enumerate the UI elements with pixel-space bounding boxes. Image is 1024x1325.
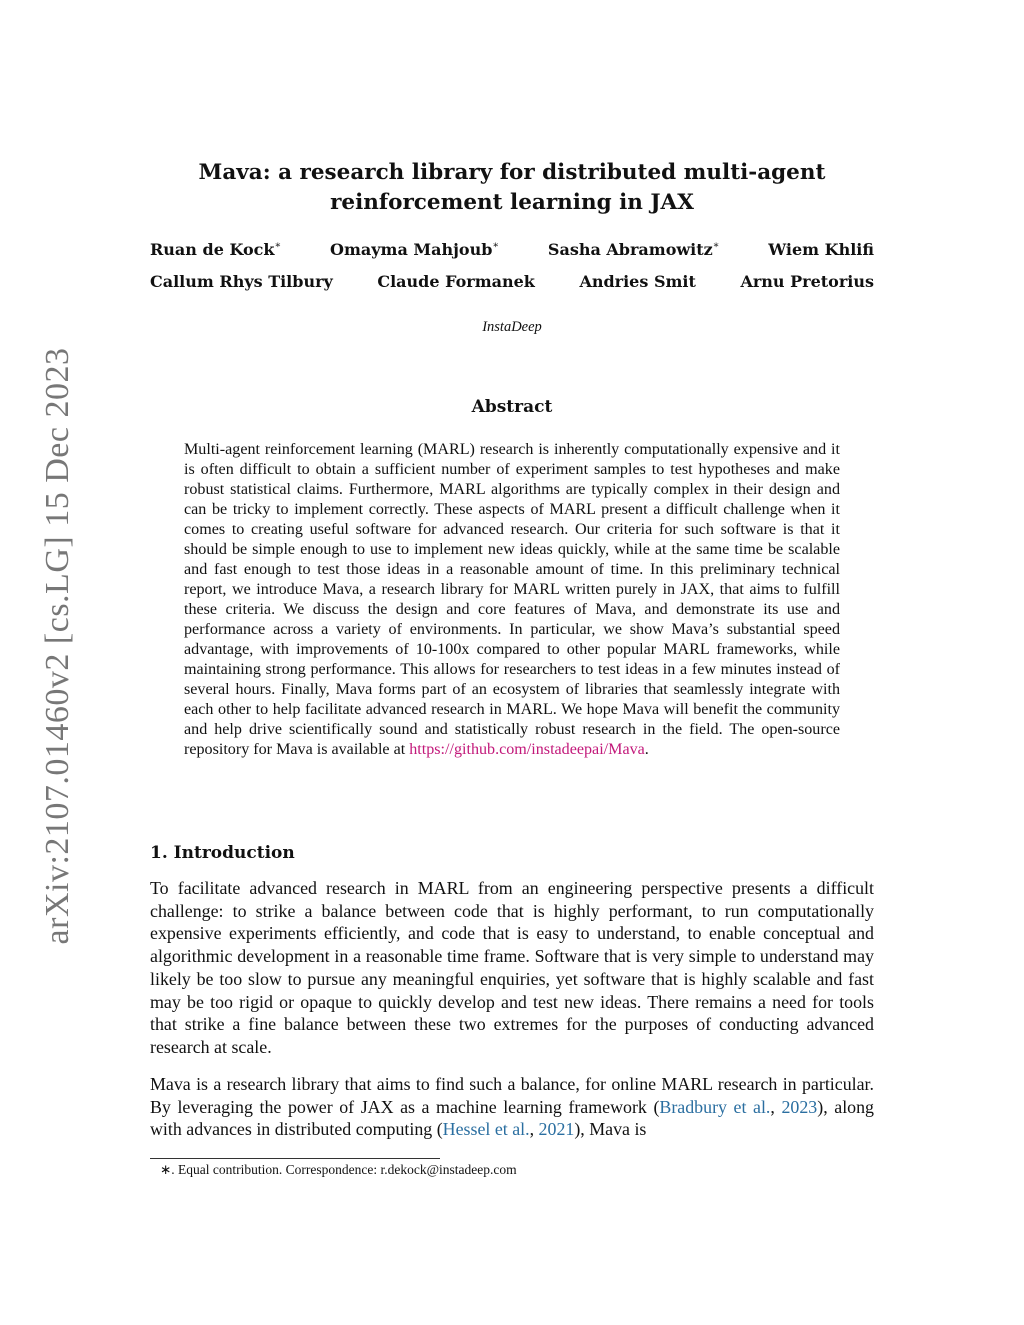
citation-link[interactable]: Hessel et al. [442,1119,530,1140]
intro-paragraph-2: Mava is a research library that aims to find such a balance, for online MARL research in particular. By leveraging the power of JAX as a machine learning framework (Bradbury et al., 2023), along with advances in distributed computing (Hessel et al., 2021), Mava is [150,1074,874,1140]
author: Sasha Abramowitz∗ [547,239,720,259]
title-line-1: Mava: a research library for distributed multi-agent [198,160,826,185]
paper-title [150,158,874,218]
abstract-body: Multi-agent reinforcement learning (MARL) research is inherently computationally expensive and it is often difficult to obtain a sufficient number of experiment samples to test hypotheses and make robust statistical claims. Furthermore, MARL algorithms are typically complex in their design and can be tricky to implement correctly. These aspects of MARL present a difficult challenge when it comes to creating useful software for advanced research. Our criteria for such software is that it should be simple enough to use to implement new ideas quickly, while at the same time be scalable and fast enough to test those ideas in a reasonable amount of time. In this preliminary technical report, we introduce Mava, a research library for MARL written purely in JAX, that aims to fulfill these criteria. We discuss the design and core features of Mava, and demonstrate its use and performance across a variety of environments. In particular, we show Mava’s substantial speed advantage, with improvements of 10-100x compared to other popular MARL frameworks, while maintaining strong performance. This allows for researchers to test ideas in a few minutes instead of several hours. Finally, Mava forms part of an ecosystem of libraries that seamlessly integrate with each other to help facilitate advanced research in MARL. We hope Mava will benefit the community and help drive scientifically sound and statistically robust research in the field. The open-source repository for Mava is available at https://github.com/instadeepai/Mava. [184,441,840,758]
author: Ruan de Kock∗ [150,239,282,259]
section-heading [150,843,295,863]
footnote-divider [150,1158,440,1159]
author-row-1 [150,240,874,259]
footnote: ∗. Equal contribution. Correspondence: r.dekock@instadeep.com [160,1162,517,1177]
intro-paragraph-1: To facilitate advanced research in MARL from an engineering perspective presents a difficult challenge: to strike a balance between code that is highly performant, to run computationally expensive experiments efficiently, and code that is easy to understand, to enable conceptual and algorithmic development in a reasonable time frame. Software that is very simple to understand may likely be too slow to pursue any meaningful enquiries, yet software that is highly scalable and fast may be too rigid or opaque to quickly develop and test new ideas. There remains a need for tools that strike a fine balance between these two extremes for the purposes of conducting advanced research at scale. [150,878,874,1057]
section-number: 1. [150,843,168,863]
citation-link[interactable]: Bradbury et al. [659,1096,771,1117]
author: Omayma Mahjoub∗ [330,239,500,259]
citation-year-link[interactable]: 2023 [781,1096,818,1117]
title-line-2: reinforcement learning in JAX [330,190,694,215]
repository-link[interactable]: https://github.com/instadeepai/Mava [409,741,645,758]
abstract-text: Multi-agent reinforcement learning (MARL) research is inherently computationally expensive and it is often difficult to obtain a sufficient number of experiment samples to test hypotheses and make robust statistical claims. Furthermore, MARL algorithms are typically complex in their design and can be tricky to implement correctly. These aspects of MARL present a difficult challenge when it comes to creating useful software for advanced research. Our criteria for such software is that it should be simple enough to use to implement new ideas quickly, while at the same time be scalable and fast enough to test those ideas in a reasonable amount of time. In this preliminary technical report, we introduce Mava, a research library for MARL written purely in JAX, that aims to fulfill these criteria. We discuss the design and core features of Mava, and demonstrate its use and performance across a variety of environments. In particular, we show Mava’s substantial speed advantage, with improvements of 10-100x compared to other popular MARL frameworks, while maintaining strong performance. This allows for researchers to test ideas in a few minutes instead of several hours. Finally, Mava forms part of an ecosystem of libraries that seamlessly integrate with each other to help facilitate advanced research in MARL. We hope Mava will benefit the community and help drive scientifically sound and statistically robust research in the field. The open-source repository for Mava is available at [184,441,840,758]
author: Callum Rhys Tilbury [150,272,333,291]
author: Andries Smit [579,272,696,291]
affiliation: InstaDeep [482,319,542,335]
section-title: Introduction [173,843,295,863]
author: Arnu Pretorius [740,272,874,291]
author-row-2 [150,272,874,291]
citation-year-link[interactable]: 2021 [538,1119,575,1140]
arxiv-identifier: arXiv:2107.01460v2 [cs.LG] 15 Dec 2023 [39,347,76,945]
author: Wiem Khlifi [768,240,874,259]
abstract-heading: Abstract [471,397,553,417]
author: Claude Formanek [377,272,535,291]
